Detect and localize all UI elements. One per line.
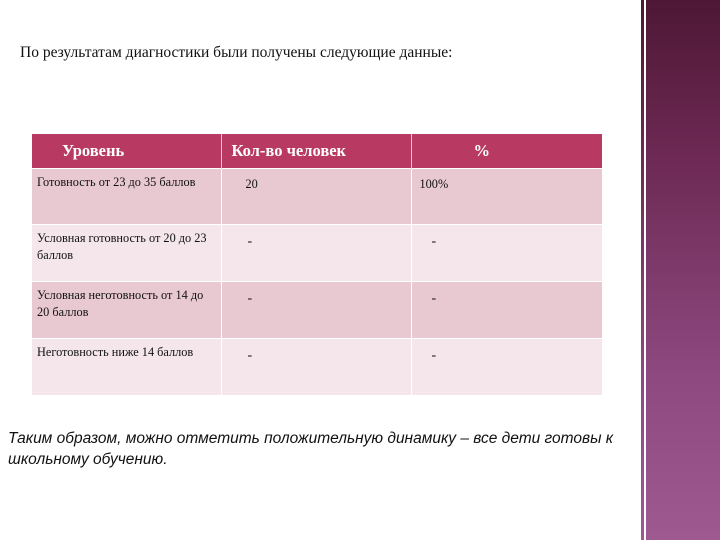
row-level: Условная неготовность от 14 до 20 баллов (32, 282, 221, 339)
side-decoration-line (644, 0, 646, 540)
table-row (32, 282, 602, 339)
row-percent: - (411, 225, 602, 282)
table-header-row (32, 134, 602, 169)
results-table (32, 134, 602, 395)
row-level: Неготовность ниже 14 баллов (32, 339, 221, 396)
header-percent: % (411, 134, 602, 169)
row-count: - (221, 282, 411, 339)
header-count: Кол-во человек (221, 134, 411, 169)
row-percent: - (411, 339, 602, 396)
table-row (32, 339, 602, 396)
side-decoration-band (641, 0, 720, 540)
row-count: - (221, 225, 411, 282)
row-level: Готовность от 23 до 35 баллов (32, 169, 221, 225)
row-count: 20 (221, 169, 411, 225)
row-percent: 100% (411, 169, 602, 225)
conclusion-text: Таким образом, можно отметить положительную динамику – все дети готовы к школьному обучению. (8, 430, 614, 468)
table-row (32, 225, 602, 282)
row-percent: - (411, 282, 602, 339)
row-count: - (221, 339, 411, 396)
table-row (32, 169, 602, 225)
intro-text: По результатам диагностики были получены следующие данные: (20, 44, 453, 61)
header-level: Уровень (32, 134, 221, 169)
row-level: Условная готовность от 20 до 23 баллов (32, 225, 221, 282)
